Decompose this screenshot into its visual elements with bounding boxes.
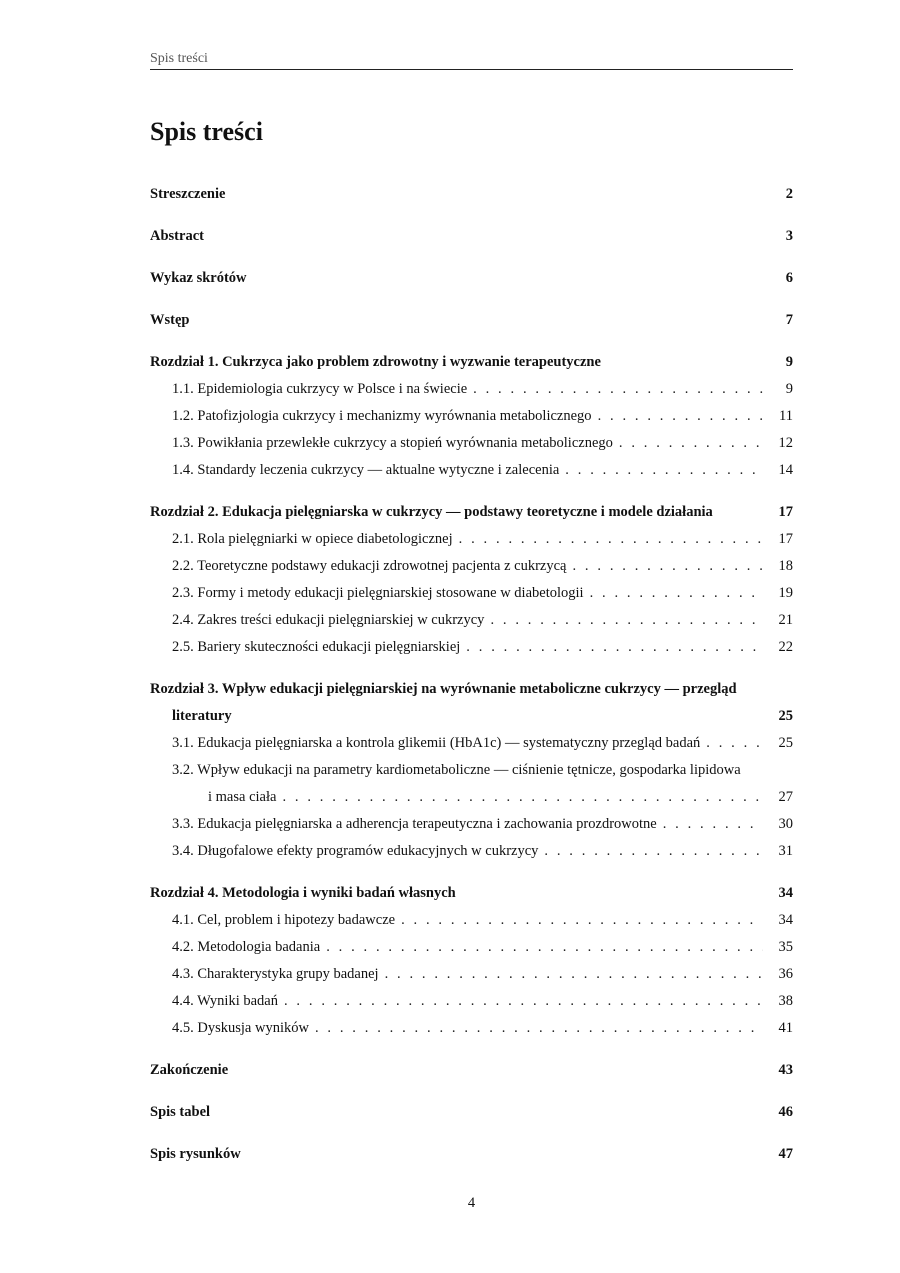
toc-entry-label: 4.2. Metodologia badania xyxy=(172,939,321,955)
toc-entry-page: 18 xyxy=(778,558,793,574)
dot-leader xyxy=(590,580,763,607)
toc-entry-page: 27 xyxy=(778,789,793,805)
dot-leader xyxy=(598,403,763,430)
dot-leader xyxy=(565,457,763,484)
dot-leader xyxy=(490,607,763,634)
toc-entry-page: 9 xyxy=(785,354,793,370)
toc-entry-page: 14 xyxy=(778,462,793,478)
toc-entry-label: 2.4. Zakres treści edukacji pielęgniarskiej w cukrzycy xyxy=(172,612,485,628)
toc-entry-page: 6 xyxy=(785,270,793,286)
toc-entry-zakonczenie[interactable] xyxy=(150,1057,793,1084)
toc-entry-label-line2: literatury xyxy=(172,708,232,724)
dot-leader xyxy=(401,907,763,934)
toc-entry-page: 9 xyxy=(785,381,793,397)
toc-entry-page: 36 xyxy=(778,966,793,982)
toc-entry-label: Spis tabel xyxy=(150,1104,211,1120)
toc-section-4-3[interactable] xyxy=(150,961,793,988)
toc-entry-wykaz-skrotow[interactable] xyxy=(150,265,793,292)
toc-chapter-2[interactable] xyxy=(150,499,793,526)
toc-entry-wstep[interactable] xyxy=(150,307,793,334)
dot-leader xyxy=(326,934,763,961)
toc-section-1-4[interactable] xyxy=(150,457,793,484)
toc-entry-label: Zakończenie xyxy=(150,1062,229,1078)
toc-entry-page: 30 xyxy=(778,816,793,832)
toc-entry-label: Wykaz skrótów xyxy=(150,270,247,286)
toc-section-2-1[interactable] xyxy=(150,526,793,553)
dot-leader xyxy=(315,1015,763,1042)
toc-entry-page: 47 xyxy=(778,1146,793,1162)
dot-leader xyxy=(706,730,763,757)
toc-entry-page: 22 xyxy=(778,639,793,655)
toc-section-4-5[interactable] xyxy=(150,1015,793,1042)
toc-entry-label: 2.1. Rola pielęgniarki w opiece diabetologicznej xyxy=(172,531,453,547)
toc-entry-page: 17 xyxy=(778,504,793,520)
toc-entry-page: 19 xyxy=(778,585,793,601)
toc-section-1-1[interactable] xyxy=(150,376,793,403)
toc-entry-label: 4.5. Dyskusja wyników xyxy=(172,1020,309,1036)
dot-leader xyxy=(663,811,763,838)
toc-entry-label: 2.3. Formy i metody edukacji pielęgniarskiej stosowane w diabetologii xyxy=(172,585,584,601)
document-page xyxy=(150,0,793,1273)
toc-entry-spis-tabel[interactable] xyxy=(150,1099,793,1126)
toc-entry-page: 34 xyxy=(778,912,793,928)
dot-leader xyxy=(619,430,763,457)
toc-entry-label: 1.3. Powikłania przewlekłe cukrzycy a stopień wyrównania metabolicznego xyxy=(172,435,613,451)
toc-entry-label: 2.2. Teoretyczne podstawy edukacji zdrowotnej pacjenta z cukrzycą xyxy=(172,558,567,574)
toc-entry-label: Rozdział 4. Metodologia i wyniki badań własnych xyxy=(150,885,456,901)
toc-entry-page: 38 xyxy=(778,993,793,1009)
toc-entry-label: Spis rysunków xyxy=(150,1146,241,1162)
toc-chapter-4[interactable] xyxy=(150,880,793,907)
toc-section-3-3[interactable] xyxy=(150,811,793,838)
dot-leader xyxy=(473,376,763,403)
toc-entry-page: 43 xyxy=(778,1062,793,1078)
toc-entry-label: 1.1. Epidemiologia cukrzycy w Polsce i na świecie xyxy=(172,381,468,397)
dot-leader xyxy=(572,553,763,580)
toc-entry-label: 3.4. Długofalowe efekty programów edukacyjnych w cukrzycy xyxy=(172,843,539,859)
toc-entry-label: 1.4. Standardy leczenia cukrzycy — aktualne wytyczne i zalecenia xyxy=(172,462,560,478)
toc-entry-page: 2 xyxy=(785,186,793,202)
toc-entry-page: 34 xyxy=(778,885,793,901)
toc-entry-label: 3.1. Edukacja pielęgniarska a kontrola glikemii (HbA1c) — systematyczny przegląd badań xyxy=(172,735,701,751)
toc-section-2-5[interactable] xyxy=(150,634,793,661)
dot-leader xyxy=(282,784,763,811)
toc-entry-page: 31 xyxy=(778,843,793,859)
toc-entry-page: 17 xyxy=(778,531,793,547)
toc-entry-page: 41 xyxy=(778,1020,793,1036)
toc-entry-label: Rozdział 1. Cukrzyca jako problem zdrowotny i wyzwanie terapeutyczne xyxy=(150,354,601,370)
toc-entry-page: 12 xyxy=(778,435,793,451)
toc-section-4-1[interactable] xyxy=(150,907,793,934)
toc-entry-streszczenie[interactable] xyxy=(150,181,793,208)
page-title: Spis treści xyxy=(150,117,263,146)
toc-entry-label: Abstract xyxy=(150,228,204,244)
toc-section-4-2[interactable] xyxy=(150,934,793,961)
toc-entry-page: 21 xyxy=(778,612,793,628)
toc-entry-page: 3 xyxy=(785,228,793,244)
toc-entry-label: 4.4. Wyniki badań xyxy=(172,993,278,1009)
toc-section-3-2[interactable] xyxy=(150,757,793,811)
dot-leader xyxy=(466,634,763,661)
toc-section-1-2[interactable] xyxy=(150,403,793,430)
toc-entry-label: 2.5. Bariery skuteczności edukacji pielęgniarskiej xyxy=(172,639,461,655)
toc-entry-page: 46 xyxy=(778,1104,793,1120)
dot-leader xyxy=(284,988,763,1015)
toc-entry-line2 xyxy=(150,784,793,811)
toc-entry-label: 3.3. Edukacja pielęgniarska a adherencja terapeutyczna i zachowania prozdrowotne xyxy=(172,816,657,832)
toc-entry-label: Streszczenie xyxy=(150,186,226,202)
toc-entry-page: 7 xyxy=(785,312,793,328)
toc-entry-label: 4.3. Charakterystyka grupy badanej xyxy=(172,966,379,982)
toc-entry-spis-rysunkow[interactable] xyxy=(150,1141,793,1168)
dot-leader xyxy=(459,526,763,553)
toc-entry-label: 1.2. Patofizjologia cukrzycy i mechanizmy wyrównania metabolicznego xyxy=(172,408,592,424)
toc-entry-page: 25 xyxy=(778,735,793,751)
toc-chapter-3[interactable] xyxy=(150,676,793,730)
toc-chapter-1[interactable] xyxy=(150,349,793,376)
toc-entry-label-line2: i masa ciała xyxy=(208,789,277,805)
toc-entry-abstract[interactable] xyxy=(150,223,793,250)
toc-section-2-2[interactable] xyxy=(150,553,793,580)
toc-entry-page: 11 xyxy=(779,408,793,424)
toc-section-4-4[interactable] xyxy=(150,988,793,1015)
dot-leader xyxy=(385,961,763,988)
toc-entry-label: Rozdział 2. Edukacja pielęgniarska w cukrzycy — podstawy teoretyczne i modele działania xyxy=(150,504,713,520)
toc-entry-page: 25 xyxy=(778,708,793,724)
toc-entry-page: 35 xyxy=(778,939,793,955)
table-of-contents xyxy=(150,181,793,1168)
toc-entry-label: Wstęp xyxy=(150,312,190,328)
toc-entry-label-line1: 3.2. Wpływ edukacji na parametry kardiometaboliczne — ciśnienie tętnicze, gospodarka lipidowa xyxy=(172,762,741,778)
toc-section-3-4[interactable] xyxy=(150,838,793,865)
toc-entry-label-line1: Rozdział 3. Wpływ edukacji pielęgniarskiej na wyrównanie metaboliczne cukrzycy — przegląd xyxy=(150,681,737,697)
toc-entry-line2 xyxy=(150,703,793,730)
page-number: 4 xyxy=(467,1195,476,1211)
dot-leader xyxy=(544,838,763,865)
toc-section-1-3[interactable] xyxy=(150,430,793,457)
toc-section-2-4[interactable] xyxy=(150,607,793,634)
toc-section-2-3[interactable] xyxy=(150,580,793,607)
toc-entry-label: 4.1. Cel, problem i hipotezy badawcze xyxy=(172,912,396,928)
running-head: Spis treści xyxy=(150,51,793,70)
toc-section-3-1[interactable] xyxy=(150,730,793,757)
